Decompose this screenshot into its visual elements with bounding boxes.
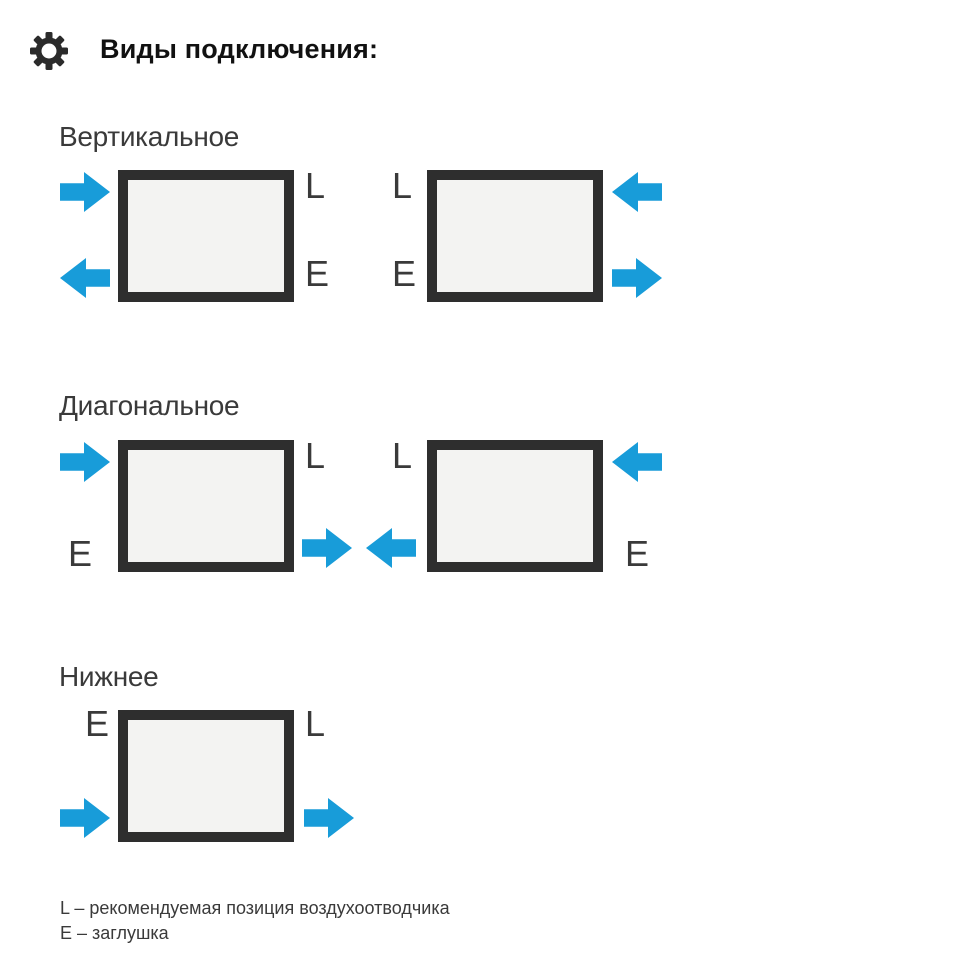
arrow-right-icon	[60, 172, 110, 212]
port-label-e: E	[85, 703, 110, 744]
radiator-rect	[118, 170, 294, 302]
arrow-left-icon	[366, 528, 416, 568]
arrow-right-icon	[304, 798, 354, 838]
port-label-l: L	[305, 435, 326, 476]
port-label-e: E	[392, 253, 417, 294]
legend-line-plug: E – заглушка	[60, 923, 169, 943]
port-label-e: E	[305, 253, 330, 294]
radiator-rect	[118, 440, 294, 572]
port-label-l: L	[392, 435, 413, 476]
legend-line-air-vent: L – рекомендуемая позиция воздухоотводчика	[60, 898, 450, 918]
radiator-rect	[118, 710, 294, 842]
arrow-right-icon	[60, 442, 110, 482]
section-title-bottom: Нижнее	[59, 661, 159, 692]
gear-icon	[29, 31, 69, 71]
port-label-e: E	[68, 533, 93, 574]
arrow-right-icon	[302, 528, 352, 568]
arrow-right-icon	[60, 798, 110, 838]
arrow-left-icon	[612, 442, 662, 482]
page-title: Виды подключения:	[100, 34, 379, 64]
radiator-rect	[427, 170, 603, 302]
arrow-left-icon	[612, 172, 662, 212]
arrow-left-icon	[60, 258, 110, 298]
port-label-e: E	[625, 533, 650, 574]
section-title-vertical: Вертикальное	[59, 121, 240, 152]
port-label-l: L	[305, 703, 326, 744]
arrow-right-icon	[612, 258, 662, 298]
port-label-l: L	[305, 165, 326, 206]
section-title-diagonal: Диагональное	[59, 390, 240, 421]
radiator-rect	[427, 440, 603, 572]
port-label-l: L	[392, 165, 413, 206]
